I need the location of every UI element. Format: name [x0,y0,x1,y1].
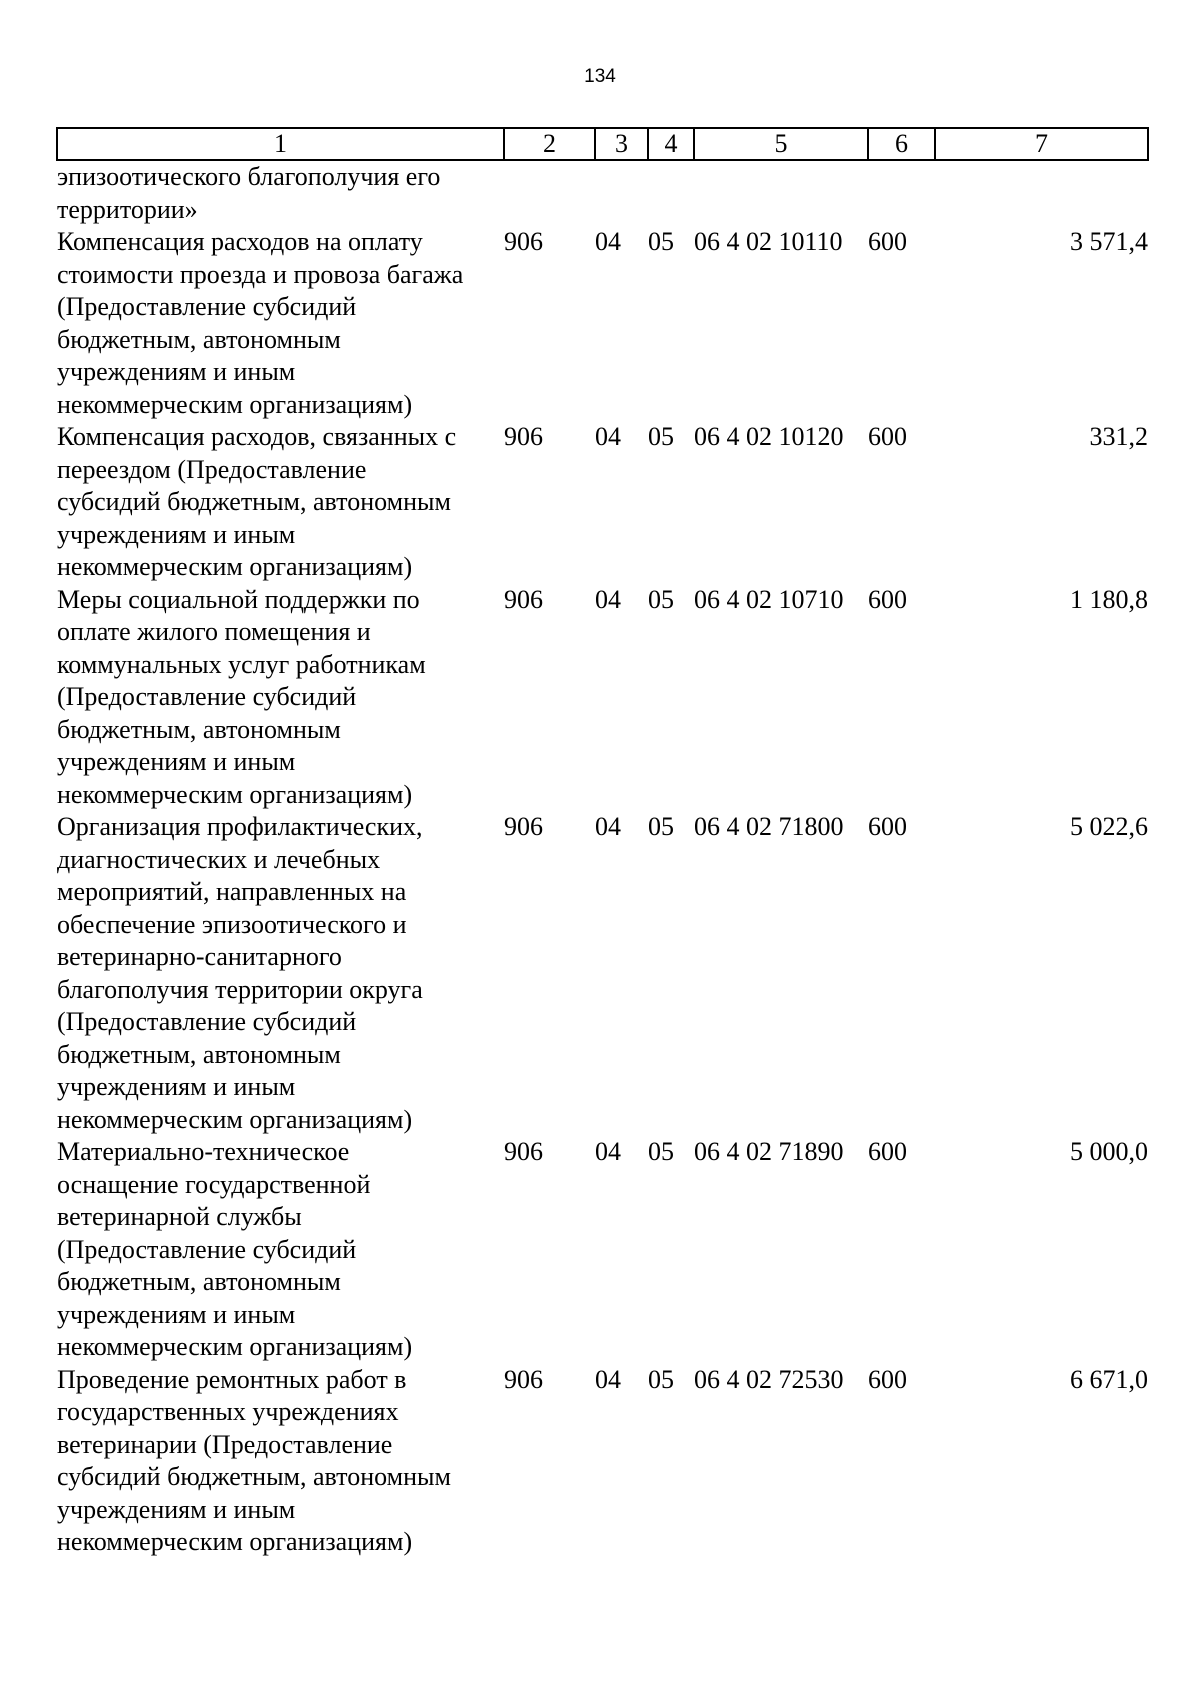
description-line: обеспечение эпизоотического и [57,909,407,939]
table-row [57,421,1148,584]
amount: 331,2 [1089,422,1148,451]
description-line: (Предоставление субсидий [57,1007,357,1036]
chapter-code: 906 [504,1364,543,1394]
description-line: некоммерческим организациям) [57,779,413,809]
description-line: некоммерческим организациям) [57,1104,413,1134]
description-line: ветеринарии (Предоставление [57,1429,393,1459]
description-line: территории» [57,194,198,224]
description-line: некоммерческим организациям) [57,389,413,419]
description-line: учреждениям и иным [57,357,296,386]
subsection-code: 05 [648,1364,674,1394]
description-line: бюджетным, автономным [57,714,341,744]
description-line: переездом (Предоставление [57,454,367,484]
subsection-code: 05 [648,584,674,614]
section-code: 04 [595,422,621,451]
amount: 3 571,4 [1070,227,1148,256]
chapter-code [504,160,595,226]
description-line: мероприятий, направленных на [57,877,407,906]
description-line: Проведение ремонтных работ в [57,1364,407,1394]
description-line: (Предоставление субсидий [57,682,357,711]
row-description [57,1364,504,1559]
expense-type-code: 600 [868,227,907,256]
chapter-code: 906 [504,422,543,451]
row-description [57,421,504,584]
section-code: 04 [595,584,621,614]
description-line: учреждениям и иным [57,1299,296,1329]
section-code: 04 [595,1364,621,1394]
chapter-code: 906 [504,584,543,614]
table-row [57,584,1148,812]
row-description [57,1136,504,1364]
description-line: Меры социальной поддержки по [57,584,420,614]
page-number: 134 [584,66,616,87]
section-code [595,160,648,226]
expense-type-code: 600 [868,1364,907,1394]
row-description [57,160,504,226]
header-col-3: 3 [595,128,648,160]
section-code: 04 [595,227,621,256]
description-line: учреждениям и иным [57,747,296,776]
description-line: коммунальных услуг работникам [57,649,426,679]
header-col-7: 7 [935,128,1148,160]
section-code: 04 [595,812,621,841]
amount [935,160,1148,226]
description-line: субсидий бюджетным, автономным [57,1462,451,1491]
section-code: 04 [595,1137,621,1166]
description-line: ветеринарной службы [57,1202,302,1231]
header-col-6: 6 [868,128,935,160]
target-article-code [694,160,868,226]
subsection-code: 05 [648,1137,674,1166]
description-line: оснащение государственной [57,1169,371,1199]
subsection-code: 05 [648,422,674,451]
expense-type-code: 600 [868,1137,907,1166]
target-article-code: 06 4 02 10120 [694,422,844,451]
header-col-2: 2 [504,128,595,160]
description-line: учреждениям и иным [57,1072,296,1101]
table-row [57,1136,1148,1364]
amount: 6 671,0 [1070,1364,1148,1394]
subsection-code: 05 [648,227,674,256]
description-line: (Предоставление субсидий [57,1234,357,1264]
header-row [57,128,1148,160]
header-col-4: 4 [648,128,694,160]
row-description [57,584,504,812]
expense-type-code: 600 [868,422,907,451]
header-col-5: 5 [694,128,868,160]
target-article-code: 06 4 02 10110 [694,227,843,256]
target-article-code: 06 4 02 71800 [694,812,844,841]
chapter-code: 906 [504,1137,543,1166]
description-line: Организация профилактических, [57,812,423,841]
table-row [57,160,1148,226]
amount: 5 000,0 [1070,1137,1148,1166]
description-line: субсидий бюджетным, автономным [57,487,451,516]
subsection-code [648,160,694,226]
table-body [57,160,1148,1559]
target-article-code: 06 4 02 10710 [694,584,844,614]
description-line: благополучия территории округа [57,974,423,1004]
description-line: учреждениям и иным [57,1494,296,1524]
subsection-code: 05 [648,812,674,841]
chapter-code: 906 [504,227,543,256]
amount: 5 022,6 [1070,812,1148,841]
row-description [57,226,504,421]
description-line: ветеринарно-санитарного [57,942,342,971]
table-row [57,226,1148,421]
expense-type-code [868,160,935,226]
description-line: оплате жилого помещения и [57,617,371,646]
description-line: государственных учреждениях [57,1397,399,1426]
description-line: учреждениям и иным [57,519,296,549]
target-article-code: 06 4 02 72530 [694,1364,844,1394]
description-line: бюджетным, автономным [57,1267,341,1296]
header-col-1: 1 [57,128,504,160]
description-line: некоммерческим организациям) [57,1527,413,1556]
table-row [57,1364,1148,1559]
table-header [57,128,1148,160]
description-line: диагностических и лечебных [57,844,381,874]
description-line: некоммерческим организациям) [57,1332,413,1361]
description-line: эпизоотического благополучия его [57,162,441,191]
row-description [57,811,504,1136]
description-line: Компенсация расходов на оплату [57,227,423,256]
description-line: Компенсация расходов, связанных с [57,422,457,451]
description-line: Материально-техническое [57,1137,350,1166]
description-line: некоммерческим организациям) [57,552,413,581]
amount: 1 180,8 [1070,584,1148,614]
chapter-code: 906 [504,812,543,841]
expense-type-code: 600 [868,812,907,841]
description-line: стоимости проезда и провоза багажа [57,259,464,289]
target-article-code: 06 4 02 71890 [694,1137,844,1166]
description-line: бюджетным, автономным [57,324,341,354]
budget-table [56,127,1149,1559]
description-line: бюджетным, автономным [57,1039,341,1069]
description-line: (Предоставление субсидий [57,292,357,321]
table-row [57,811,1148,1136]
expense-type-code: 600 [868,584,907,614]
